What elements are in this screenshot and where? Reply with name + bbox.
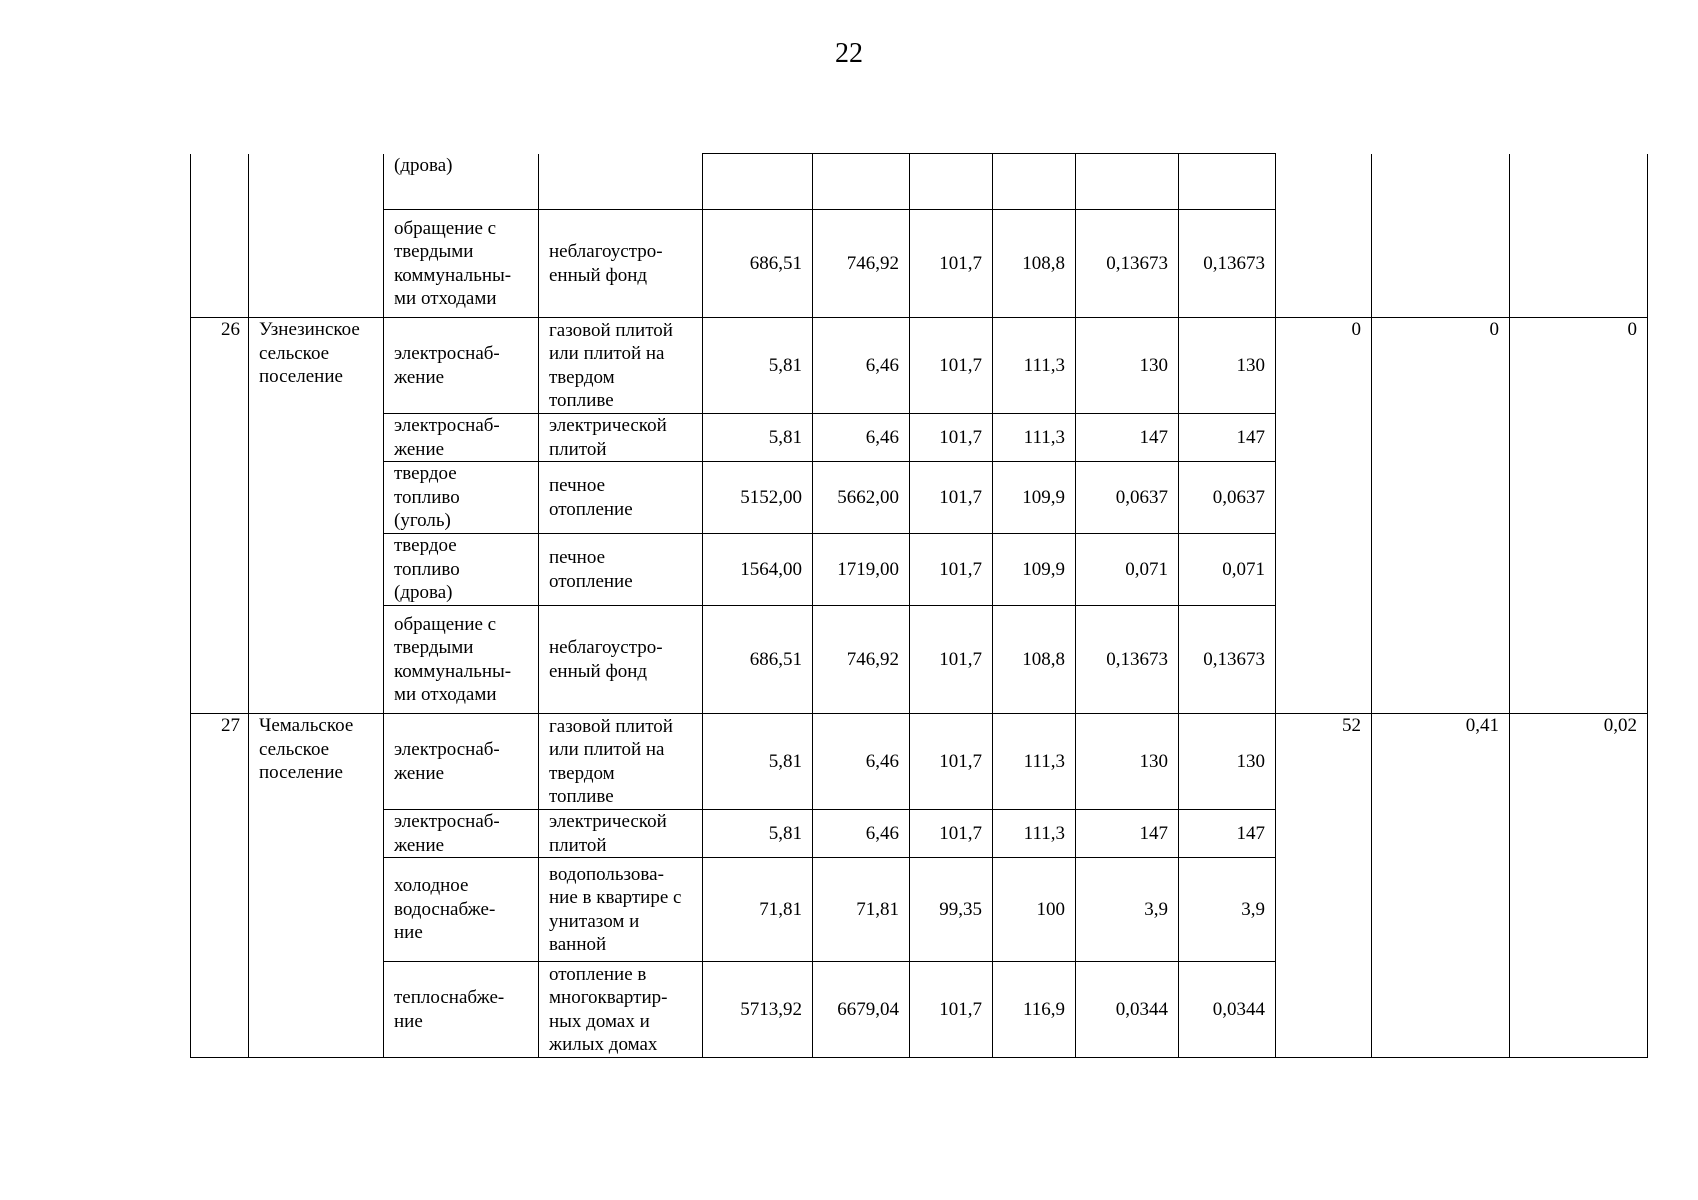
value-cell: 71,81: [703, 858, 813, 962]
value-cell: 3,9: [1179, 858, 1276, 962]
value-cell: 0,0637: [1179, 462, 1276, 534]
value-cell: 0,13673: [1076, 606, 1179, 714]
service-cell: электроснаб- жение: [384, 318, 539, 414]
value-cell: [703, 154, 813, 210]
table-row: [191, 714, 1648, 810]
value-cell: 6,46: [813, 414, 910, 462]
table-row: [191, 154, 1648, 210]
value-cell: 0,0344: [1179, 962, 1276, 1058]
value-cell: 101,7: [910, 210, 993, 318]
value-cell: 130: [1076, 318, 1179, 414]
summary-value: 52: [1276, 714, 1372, 1058]
service-cell: обращение с твердыми коммунальны- ми отходами: [384, 210, 539, 318]
category-cell: печное отопление: [539, 462, 703, 534]
value-cell: 5,81: [703, 318, 813, 414]
value-cell: 0,13673: [1179, 606, 1276, 714]
value-cell: 130: [1179, 714, 1276, 810]
value-cell: 5152,00: [703, 462, 813, 534]
value-cell: [813, 154, 910, 210]
summary-cell: [1510, 154, 1648, 318]
summary-value: 0,41: [1372, 714, 1510, 1058]
value-cell: 5,81: [703, 810, 813, 858]
settlement-name: Узнезинское сельское поселение: [249, 318, 384, 714]
value-cell: 101,7: [910, 414, 993, 462]
value-cell: 101,7: [910, 810, 993, 858]
value-cell: 0,071: [1179, 534, 1276, 606]
category-cell: [539, 154, 703, 210]
value-cell: 0,13673: [1179, 210, 1276, 318]
value-cell: 100: [993, 858, 1076, 962]
category-cell: электрической плитой: [539, 810, 703, 858]
value-cell: 130: [1179, 318, 1276, 414]
value-cell: 108,8: [993, 210, 1076, 318]
value-cell: 686,51: [703, 606, 813, 714]
value-cell: 1719,00: [813, 534, 910, 606]
value-cell: 147: [1076, 810, 1179, 858]
value-cell: 101,7: [910, 714, 993, 810]
value-cell: [993, 154, 1076, 210]
value-cell: 101,7: [910, 606, 993, 714]
value-cell: 746,92: [813, 606, 910, 714]
value-cell: 101,7: [910, 962, 993, 1058]
value-cell: 0,13673: [1076, 210, 1179, 318]
service-cell: твердое топливо (дрова): [384, 534, 539, 606]
value-cell: 1564,00: [703, 534, 813, 606]
category-cell: печное отопление: [539, 534, 703, 606]
value-cell: 6,46: [813, 318, 910, 414]
value-cell: 147: [1076, 414, 1179, 462]
index-cell: [191, 154, 249, 318]
value-cell: 101,7: [910, 462, 993, 534]
category-cell: электрической плитой: [539, 414, 703, 462]
value-cell: 6679,04: [813, 962, 910, 1058]
category-cell: водопользова- ние в квартире с унитазом и ванной: [539, 858, 703, 962]
summary-value: 0: [1276, 318, 1372, 714]
page-number: 22: [835, 38, 863, 69]
value-cell: 0,0344: [1076, 962, 1179, 1058]
value-cell: 746,92: [813, 210, 910, 318]
value-cell: 111,3: [993, 318, 1076, 414]
service-cell: электроснаб- жение: [384, 714, 539, 810]
value-cell: 111,3: [993, 714, 1076, 810]
value-cell: 147: [1179, 414, 1276, 462]
row-index: 26: [191, 318, 249, 714]
service-cell: электроснаб- жение: [384, 414, 539, 462]
service-cell: (дрова): [384, 154, 539, 210]
category-cell: отопление в многоквартир- ных домах и жилых домах: [539, 962, 703, 1058]
table-row: [191, 318, 1648, 414]
service-cell: теплоснабже- ние: [384, 962, 539, 1058]
value-cell: [1179, 154, 1276, 210]
service-cell: холодное водоснабже- ние: [384, 858, 539, 962]
value-cell: 5713,92: [703, 962, 813, 1058]
category-cell: газовой плитой или плитой на твердом топливе: [539, 318, 703, 414]
value-cell: 101,7: [910, 534, 993, 606]
summary-cell: [1372, 154, 1510, 318]
value-cell: 6,46: [813, 810, 910, 858]
value-cell: 99,35: [910, 858, 993, 962]
value-cell: 116,9: [993, 962, 1076, 1058]
value-cell: 101,7: [910, 318, 993, 414]
value-cell: 0,0637: [1076, 462, 1179, 534]
category-cell: неблагоустро- енный фонд: [539, 210, 703, 318]
value-cell: 130: [1076, 714, 1179, 810]
value-cell: [1076, 154, 1179, 210]
value-cell: 111,3: [993, 414, 1076, 462]
row-index: 27: [191, 714, 249, 1058]
value-cell: 3,9: [1076, 858, 1179, 962]
value-cell: 109,9: [993, 534, 1076, 606]
summary-value: 0: [1372, 318, 1510, 714]
service-cell: электроснаб- жение: [384, 810, 539, 858]
value-cell: 5662,00: [813, 462, 910, 534]
value-cell: 5,81: [703, 714, 813, 810]
category-cell: газовой плитой или плитой на твердом топливе: [539, 714, 703, 810]
settlement-name: Чемальское сельское поселение: [249, 714, 384, 1058]
value-cell: 147: [1179, 810, 1276, 858]
service-cell: твердое топливо (уголь): [384, 462, 539, 534]
summary-value: 0: [1510, 318, 1648, 714]
summary-value: 0,02: [1510, 714, 1648, 1058]
settlement-cell: [249, 154, 384, 318]
value-cell: 109,9: [993, 462, 1076, 534]
value-cell: 0,071: [1076, 534, 1179, 606]
value-cell: 686,51: [703, 210, 813, 318]
value-cell: 5,81: [703, 414, 813, 462]
tariff-table: [190, 153, 1648, 1058]
category-cell: неблагоустро- енный фонд: [539, 606, 703, 714]
summary-cell: [1276, 154, 1372, 318]
value-cell: 108,8: [993, 606, 1076, 714]
value-cell: [910, 154, 993, 210]
value-cell: 71,81: [813, 858, 910, 962]
service-cell: обращение с твердыми коммунальны- ми отходами: [384, 606, 539, 714]
value-cell: 111,3: [993, 810, 1076, 858]
value-cell: 6,46: [813, 714, 910, 810]
